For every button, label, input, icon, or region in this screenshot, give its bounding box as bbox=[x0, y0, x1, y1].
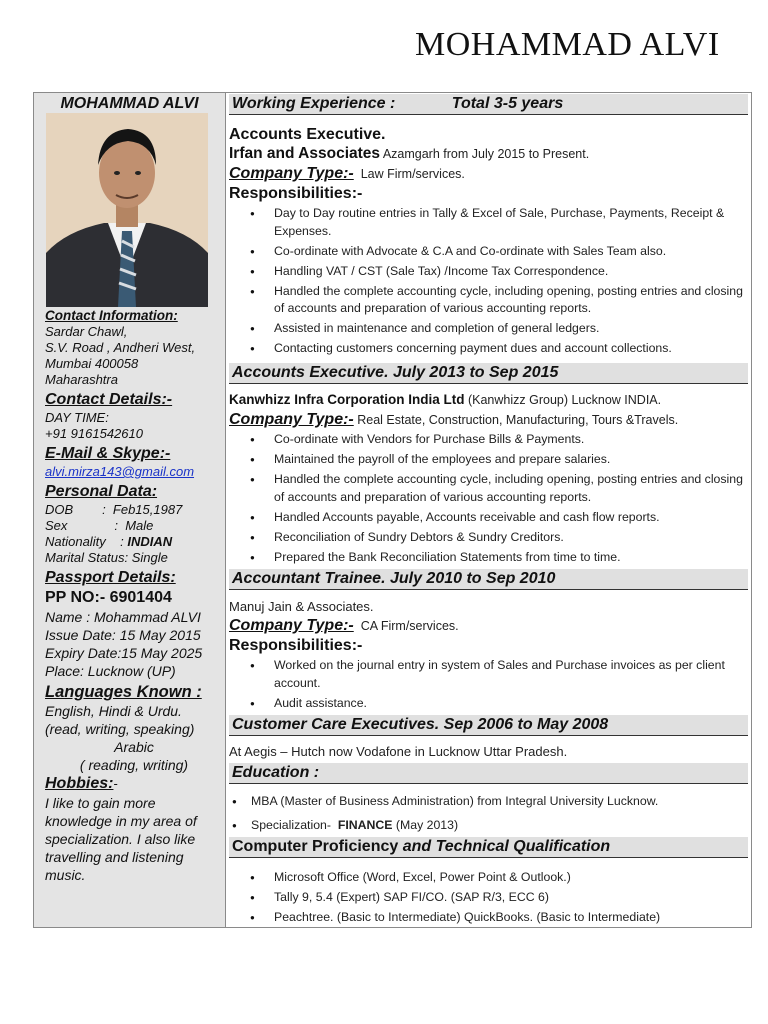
dob: DOB : Feb15,1987 bbox=[45, 502, 183, 517]
job3-heading-dates: . July 2010 to Sep 2010 bbox=[381, 570, 556, 587]
list-item: ● Handling VAT / CST (Sale Tax) /Income Tax Correspondence. bbox=[229, 263, 748, 281]
education-heading: Education : bbox=[229, 763, 748, 784]
profile-photo bbox=[46, 113, 208, 307]
computer-list bbox=[229, 869, 748, 927]
job1-list bbox=[229, 205, 748, 358]
place: Place: Lucknow (UP) bbox=[45, 663, 176, 679]
list-item: ● Handled the complete accounting cycle, including opening, posting entries and closing of accounts and preparation of various accounting reports. bbox=[229, 283, 748, 318]
job2-company-type: Real Estate, Construction, Manufacturing, Tours &Travels. bbox=[353, 413, 679, 427]
list-item: ● Tally 9, 5.4 (Expert) SAP FI/CO. (SAP R/3, ECC 6) bbox=[229, 889, 748, 907]
hobbies-dash: - bbox=[113, 776, 118, 791]
address-line: Maharashtra bbox=[45, 372, 118, 387]
list-item: ● Handled Accounts payable, Accounts receivable and cash flow reports. bbox=[229, 509, 748, 527]
hobbies-text: I like to gain more knowledge in my area of specialization. I also like travelling and listening music. bbox=[45, 795, 197, 883]
passport-number: PP NO:- 6901404 bbox=[45, 589, 172, 606]
job3-company-type: CA Firm/services. bbox=[353, 619, 459, 633]
list-item: ● Prepared the Bank Reconciliation Statements from time to time. bbox=[229, 549, 748, 567]
left-content bbox=[45, 308, 223, 884]
list-item: ● Assisted in maintenance and completion of general ledgers. bbox=[229, 320, 748, 338]
job2-list bbox=[229, 431, 748, 566]
job2-company-note: (Kanwhizz Group) Lucknow INDIA. bbox=[464, 393, 662, 407]
education-list bbox=[229, 793, 748, 834]
list-item: ● Day to Day routine entries in Tally & Excel of Sale, Purchase, Payments, Receipt & Expenses. bbox=[229, 205, 748, 240]
left-name: MOHAMMAD ALVI bbox=[60, 95, 199, 112]
list-item: ● Microsoft Office (Word, Excel, Power Point & Outlook.) bbox=[229, 869, 748, 887]
list-item: ● Maintained the payroll of the employees and prepare salaries. bbox=[229, 451, 748, 469]
left-column bbox=[34, 93, 226, 927]
list-item bbox=[229, 817, 748, 835]
job3-list bbox=[229, 657, 748, 712]
languages-heading: Languages Known : bbox=[45, 683, 202, 701]
address-line: Sardar Chawl, bbox=[45, 324, 128, 339]
contact-info-heading: Contact Information: bbox=[45, 308, 178, 323]
list-item: ● Co-ordinate with Vendors for Purchase Bills & Payments. bbox=[229, 431, 748, 449]
job1-responsibilities-heading: Responsibilities:- bbox=[229, 185, 363, 202]
job4-heading-dates: . Sep 2006 to May 2008 bbox=[434, 716, 609, 733]
list-item: ● Reconciliation of Sundry Debtors & Sundry Creditors. bbox=[229, 529, 748, 547]
job1-company-type-label: Company Type:- bbox=[229, 165, 354, 182]
edu-spec-date: (May 2013) bbox=[392, 817, 459, 832]
computer-heading bbox=[229, 837, 748, 858]
passport-name: Name : Mohammad ALVI bbox=[45, 609, 201, 625]
address-line: Mumbai 400058 bbox=[45, 356, 139, 371]
job2-block bbox=[229, 390, 748, 569]
list-item: ● Peachtree. (Basic to Intermediate) QuickBooks. (Basic to Intermediate) bbox=[229, 909, 748, 927]
job2-heading bbox=[229, 363, 748, 384]
job3-heading bbox=[229, 569, 748, 590]
job4-heading bbox=[229, 715, 748, 736]
job2-company-type-label: Company Type:- bbox=[229, 411, 354, 428]
phone-number: +91 9161542610 bbox=[45, 426, 143, 441]
issue-date: Issue Date: 15 May 2015 bbox=[45, 627, 201, 643]
resume-table bbox=[33, 92, 752, 928]
edu-spec-label: Specialization- bbox=[251, 817, 338, 832]
job4-heading-title: Customer Care Executives bbox=[232, 716, 435, 733]
resume-header-name: MOHAMMAD ALVI bbox=[415, 26, 720, 63]
working-total: Total 3-5 years bbox=[451, 95, 564, 112]
job1-company-type: Law Firm/services. bbox=[353, 167, 465, 181]
list-item: ● MBA (Master of Business Administration) from Integral University Lucknow. bbox=[229, 793, 748, 811]
list-item: ● Co-ordinate with Advocate & C.A and Co-ordinate with Sales Team also. bbox=[229, 243, 748, 261]
list-item: ● Handled the complete accounting cycle, including opening, posting entries and closing of accounts and preparation of various accounting reports. bbox=[229, 471, 748, 506]
address-line: S.V. Road , Andheri West, bbox=[45, 340, 196, 355]
sex: Sex : Male bbox=[45, 518, 154, 533]
arabic: Arabic bbox=[114, 739, 154, 755]
job4-block bbox=[229, 743, 748, 761]
expiry-date: Expiry Date:15 May 2025 bbox=[45, 645, 203, 661]
right-column bbox=[226, 93, 751, 927]
personal-data-heading: Personal Data: bbox=[45, 483, 158, 500]
job2-heading-dates: . July 2013 to Sep 2015 bbox=[384, 364, 559, 381]
working-title: Working Experience : bbox=[232, 95, 396, 112]
passport-heading: Passport Details: bbox=[45, 569, 176, 586]
nationality bbox=[45, 534, 223, 550]
marital-status: Marital Status: Single bbox=[45, 550, 168, 565]
contact-details-heading: Contact Details:- bbox=[45, 391, 173, 408]
job2-heading-title: Accounts Executive bbox=[232, 364, 385, 381]
job4-text: At Aegis – Hutch now Vodafone in Lucknow Uttar Pradesh. bbox=[229, 744, 568, 759]
list-item: ● Worked on the journal entry in system of Sales and Purchase invoices as per client account. bbox=[229, 657, 748, 692]
job1-title: Accounts Executive. bbox=[229, 126, 386, 143]
arabic-note: ( reading, writing) bbox=[79, 757, 189, 773]
computer-heading-rest: and Technical Qualification bbox=[398, 838, 611, 855]
list-item: ● Contacting customers concerning payment dues and account collections. bbox=[229, 340, 748, 358]
working-experience-heading bbox=[229, 94, 748, 115]
email-skype-heading: E-Mail & Skype:- bbox=[45, 445, 171, 462]
languages-note: (read, writing, speaking) bbox=[45, 721, 195, 737]
hobbies-heading: Hobbies: bbox=[45, 775, 114, 792]
nationality-value: INDIAN bbox=[127, 534, 173, 549]
languages: English, Hindi & Urdu. bbox=[45, 703, 182, 719]
job3-heading-title: Accountant Trainee bbox=[232, 570, 382, 587]
job1-block bbox=[229, 125, 748, 360]
job3-responsibilities-heading: Responsibilities:- bbox=[229, 637, 363, 654]
day-time-label: DAY TIME: bbox=[45, 410, 109, 425]
computer-heading-title: Computer Proficiency bbox=[232, 838, 399, 855]
job2-company: Kanwhizz Infra Corporation India Ltd bbox=[229, 392, 465, 407]
job3-company: Manuj Jain & Associates. bbox=[229, 599, 374, 614]
job3-company-type-label: Company Type:- bbox=[229, 617, 354, 634]
job3-block bbox=[229, 598, 748, 715]
education-block bbox=[229, 793, 748, 837]
computer-block bbox=[229, 869, 748, 929]
hobbies-heading-row bbox=[45, 774, 223, 794]
email-link[interactable]: alvi.mirza143@gmail.com bbox=[45, 464, 195, 479]
nationality-label: Nationality : bbox=[45, 534, 128, 549]
job1-company-note: Azamgarh from July 2015 to Present. bbox=[380, 147, 590, 161]
job1-company: Irfan and Associates bbox=[229, 145, 381, 162]
list-item: ● Audit assistance. bbox=[229, 695, 748, 713]
edu-spec-value: FINANCE bbox=[337, 817, 393, 832]
